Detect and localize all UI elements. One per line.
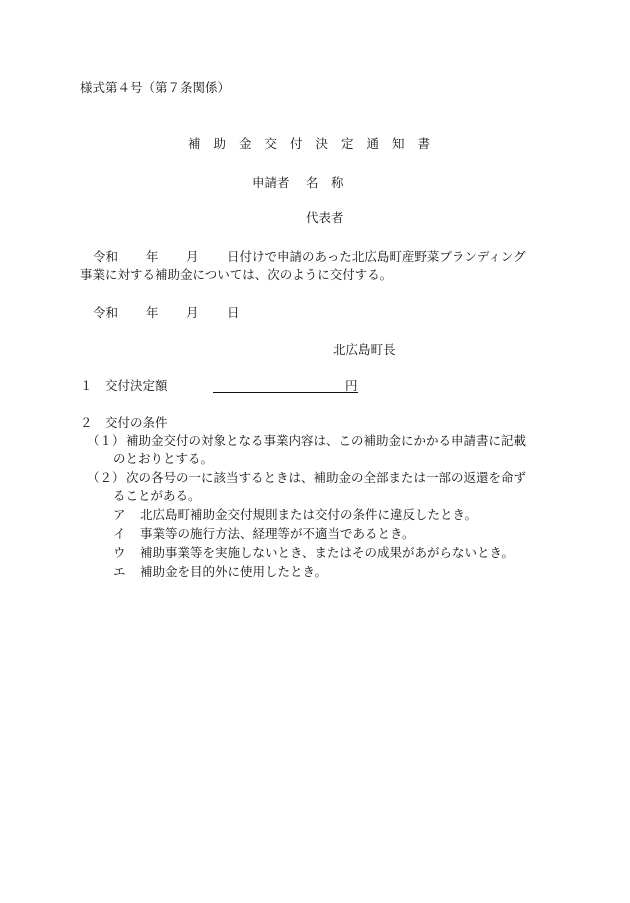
subitem-text: 事業等の施行方法、経理等が不適当であるとき。 (140, 526, 415, 541)
form-number: 様式第４号（第７条関係） (80, 80, 231, 95)
intro-line2: 事業に対する補助金については、次のように交付する。 (80, 267, 393, 282)
intro-line1-rest: 日付けで申請のあった北広島町産野菜ブランディング (227, 249, 526, 264)
condition-item-line2: のとおりとする。 (113, 451, 214, 466)
section2-label: 交付の条件 (105, 415, 168, 430)
subitem-text: 補助金を目的外に使用したとき。 (140, 564, 328, 579)
subitem-text: 補助事業等を実施しないとき、またはその成果があがらないとき。 (140, 545, 515, 560)
section1-unit: 円 (345, 378, 358, 393)
condition-item-line1: 補助金交付の対象となる事業内容は、この補助金にかかる申請書に記載 (126, 433, 527, 448)
section2-number: ２ (80, 415, 93, 430)
issue-date-day: 日 (227, 305, 240, 320)
intro-month: 月 (186, 249, 199, 264)
subitem-mark: ウ (113, 545, 126, 560)
document-title: 補助金交付決定通知書 (188, 136, 444, 151)
subitem-text: 北広島町補助金交付規則または交付の条件に違反したとき。 (140, 507, 478, 522)
section1-number: １ (80, 378, 93, 393)
condition-item-line2: ることがある。 (113, 488, 201, 503)
subitem-mark: イ (113, 526, 126, 541)
issue-date-month: 月 (186, 305, 199, 320)
condition-item-number: （１） (87, 433, 125, 448)
subitem-mark: ア (113, 507, 126, 522)
condition-item-number: （２） (87, 470, 125, 485)
condition-item-line1: 次の各号の一に該当するときは、補助金の全部または一部の返還を命ず (126, 470, 527, 485)
issuer: 北広島町長 (333, 342, 396, 357)
subitem-mark: エ (113, 564, 126, 579)
issue-date-era: 令和 (93, 305, 119, 320)
applicant-name-label: 名 称 (306, 175, 344, 190)
amount-underline (213, 392, 358, 393)
issue-date-year: 年 (146, 305, 159, 320)
applicant-label: 申請者 (252, 175, 290, 190)
intro-era: 令和 (93, 249, 119, 264)
intro-year: 年 (146, 249, 159, 264)
representative-label: 代表者 (306, 210, 344, 225)
section1-label: 交付決定額 (105, 378, 168, 393)
